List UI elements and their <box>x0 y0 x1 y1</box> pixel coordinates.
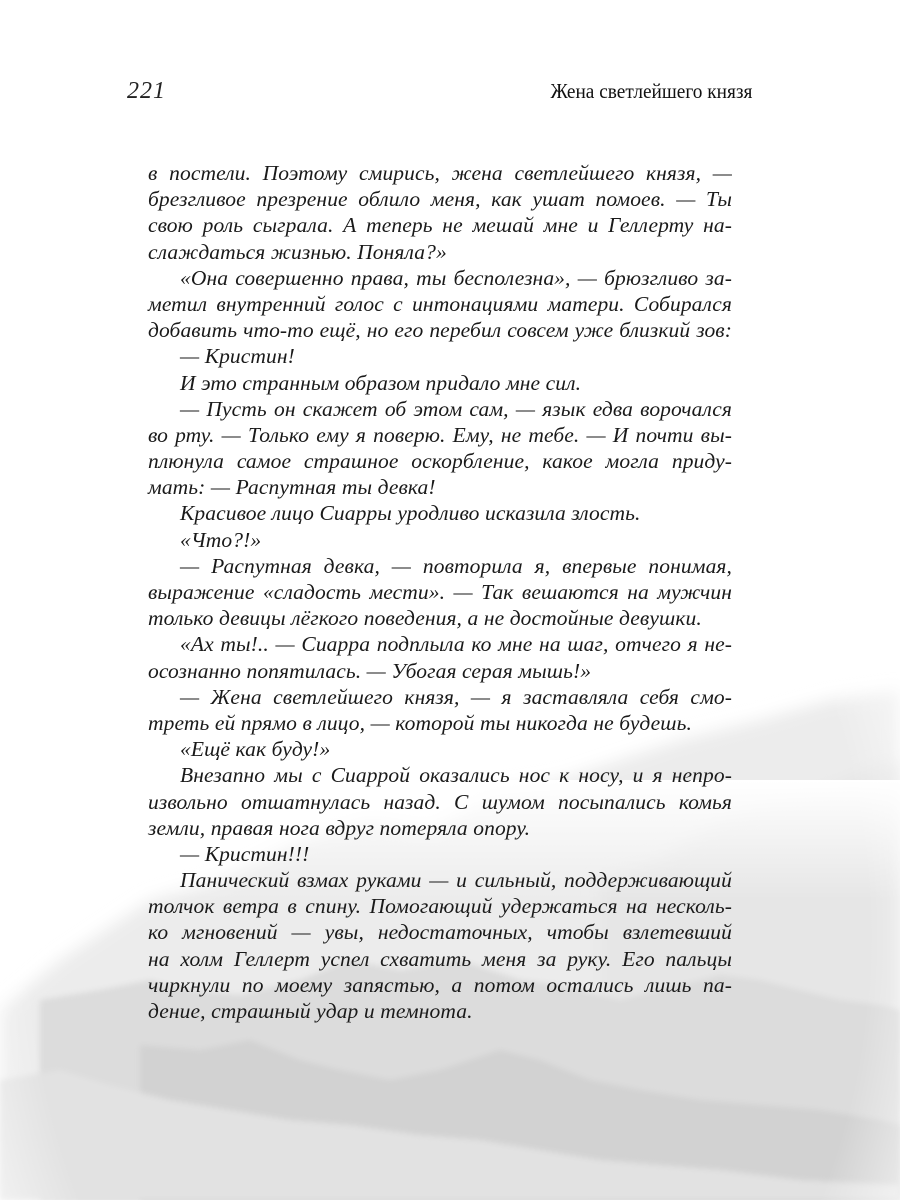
text-line: только девицы лёгкого поведения, а не достойные девушки. <box>148 606 702 631</box>
text-line: Панический взмах руками — и сильный, поддерживающий <box>180 868 732 893</box>
running-title: Жена светлейшего князя <box>550 79 752 103</box>
text-line: «Ах ты!.. — Сиарра подплыла ко мне на шаг, отчего я не- <box>180 632 732 657</box>
text-line: толчок ветра в спину. Помогающий удержаться на несколь- <box>148 894 732 919</box>
text-line: треть ей прямо в лицо, — которой ты никогда не будешь. <box>148 710 692 735</box>
text-line: И это странным образом придало мне сил. <box>180 370 582 395</box>
text-line: во рту. — Только ему я поверю. Ему, не тебе. — И почти вы- <box>148 422 732 447</box>
text-line: плюнула самое страшное оскорбление, какое могла приду- <box>148 449 732 474</box>
page-number: 221 <box>127 78 166 104</box>
text-line: добавить что-то ещё, но его перебил совсем уже близкий зов: <box>148 318 732 343</box>
text-line: метил внутренний голос с интонациями матери. Собирался <box>148 291 732 316</box>
body-text <box>148 160 732 1024</box>
text-line: Внезапно мы с Сиаррой оказались нос к носу, и я непро- <box>180 763 732 788</box>
text-line: «Что?!» <box>180 527 262 552</box>
text-line: в постели. Поэтому смирись, жена светлейшего князя, — <box>148 161 732 185</box>
running-header <box>127 78 752 108</box>
text-line: — Пусть он скажет об этом сам, — язык едва ворочался <box>180 396 732 421</box>
text-line: чиркнули по моему запястью, а потом остались лишь па- <box>148 972 732 997</box>
text-line: «Она совершенно права, ты бесполезна», — брюзгливо за- <box>180 265 732 290</box>
text-line: — Кристин!!! <box>180 841 310 866</box>
text-line: «Ещё как буду!» <box>180 737 331 762</box>
text-line: осознанно попятилась. — Убогая серая мышь!» <box>148 658 592 683</box>
text-line: свою роль сыграла. А теперь не мешай мне и Геллерту на- <box>148 213 732 238</box>
text-line: дение, страшный удар и темнота. <box>148 999 473 1023</box>
text-line: Красивое лицо Сиарры уродливо исказила злость. <box>180 501 641 526</box>
text-line: выражение «сладость мести». — Так вешаются на мужчин <box>148 580 732 604</box>
text-line: — Распутная девка, — повторила я, впервые понимая, <box>180 553 732 578</box>
text-line: — Жена светлейшего князя, — я заставляла себя смо- <box>180 684 732 709</box>
text-line: мать: — Распутная ты девка! <box>148 475 436 500</box>
text-line: земли, правая нога вдруг потеряла опору. <box>148 815 531 840</box>
text-line: ко мгновений — увы, недостаточных, чтобы взлетевший <box>148 920 732 945</box>
text-line: на холм Геллерт успел схватить меня за руку. Его пальцы <box>148 946 732 971</box>
text-line: извольно отшатнулась назад. С шумом посыпались комья <box>148 789 732 814</box>
text-line: слаждаться жизнью. Поняла?» <box>148 239 447 264</box>
text-line: брезгливое презрение облило меня, как ушат помоев. — Ты <box>148 187 732 212</box>
text-line: — Кристин! <box>180 344 295 369</box>
